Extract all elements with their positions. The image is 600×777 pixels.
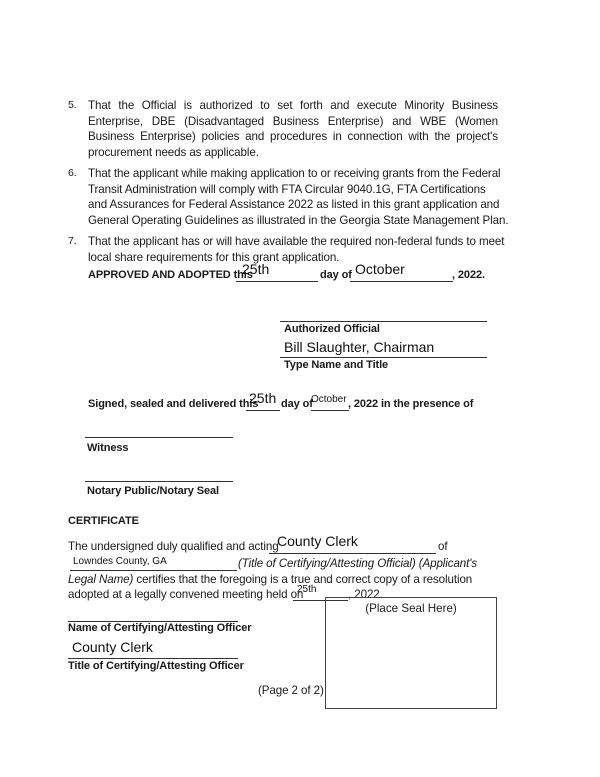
item-line: That the Official is authorized to set forth and execute Minority Business xyxy=(88,99,498,112)
item-number: 7. xyxy=(68,235,77,247)
approved-day-field[interactable]: 25th xyxy=(242,261,270,277)
witness-label: Witness xyxy=(87,442,129,454)
signed-month-field[interactable]: October xyxy=(311,394,347,405)
signed-dayof-label: day of xyxy=(281,398,313,410)
applicant-name-underline xyxy=(70,570,237,571)
certificate-line2-italic: (Title of Certifying/Attesting Official) (Applicant's xyxy=(238,557,478,570)
approved-month-underline xyxy=(350,281,453,282)
item-line: and Assurances for Federal Assistance 2022 as listed in this grant application and xyxy=(88,198,500,212)
certificate-line1-of: of xyxy=(438,540,448,553)
item-line: Enterprise, DBE (Disadvantaged Business Enterprise) and WBE (Women xyxy=(88,114,498,128)
signed-month-underline xyxy=(311,410,349,411)
certificate-line3-rest: certifies that the foregoing is a true and correct copy of a resolution xyxy=(133,573,473,586)
officer-title-label: Title of Certifying/Attesting Officer xyxy=(68,660,244,672)
item-number: 6. xyxy=(68,167,77,179)
seal-box-label: (Place Seal Here) xyxy=(365,602,457,615)
item-line: That the applicant has or will have available the required non-federal funds to meet xyxy=(88,235,505,248)
item-text xyxy=(88,166,509,228)
item-line: local share requirements for this grant application. xyxy=(88,250,340,264)
legal-name-italic: Legal Name) xyxy=(68,573,134,586)
meeting-day-field[interactable]: 25th xyxy=(297,584,317,595)
officer-name-label: Name of Certifying/Attesting Officer xyxy=(68,622,252,634)
notary-signature-line[interactable] xyxy=(85,481,233,482)
signed-day-underline xyxy=(246,410,280,411)
applicant-name-field[interactable]: Lowndes County, GA xyxy=(73,556,167,567)
seal-box xyxy=(325,597,497,709)
item-line: General Operating Guidelines as illustrated in the Georgia State Management Plan. xyxy=(88,213,509,227)
signed-prefix: Signed, sealed and delivered this xyxy=(88,398,259,410)
official-name-field[interactable]: Bill Slaughter, Chairman xyxy=(284,339,435,355)
approved-month-field[interactable]: October xyxy=(355,261,405,277)
certificate-heading: CERTIFICATE xyxy=(68,515,139,527)
officer-title-field[interactable]: County Clerk xyxy=(72,639,153,655)
page-indicator: (Page 2 of 2) xyxy=(258,684,324,697)
item-text xyxy=(88,98,498,160)
approved-dayof-label: day of xyxy=(320,269,352,281)
notary-label: Notary Public/Notary Seal xyxy=(87,485,219,497)
item-text xyxy=(88,234,505,265)
witness-signature-line[interactable] xyxy=(85,437,233,438)
signed-suffix: , 2022 in the presence of xyxy=(348,398,474,410)
type-name-title-label: Type Name and Title xyxy=(284,359,389,371)
item-line: procurement needs as applicable. xyxy=(88,145,259,159)
certificate-line3 xyxy=(68,572,472,588)
approved-prefix: APPROVED AND ADOPTED this xyxy=(88,269,253,281)
certificate-line1-prefix: The undersigned duly qualified and acting xyxy=(68,540,279,553)
certificate-line4-prefix: adopted at a legally convened meeting held on xyxy=(68,588,304,601)
signed-day-field[interactable]: 25th xyxy=(249,390,277,406)
certificate-line4-suffix: , 2022. xyxy=(348,588,383,601)
authorized-official-label: Authorized Official xyxy=(284,323,380,335)
item-line: That the applicant while making application to or receiving grants from the Federal xyxy=(88,167,501,180)
certifying-title-underline xyxy=(269,553,436,554)
item-line: Transit Administration will comply with FTA Circular 9040.1G, FTA Certifications xyxy=(88,182,486,196)
approved-day-underline xyxy=(236,281,318,282)
item-line: Business Enterprise) policies and procedures in connection with the project's xyxy=(88,130,498,144)
approved-year: , 2022. xyxy=(452,269,485,281)
item-number: 5. xyxy=(68,99,77,111)
certifying-title-field[interactable]: County Clerk xyxy=(277,533,358,549)
